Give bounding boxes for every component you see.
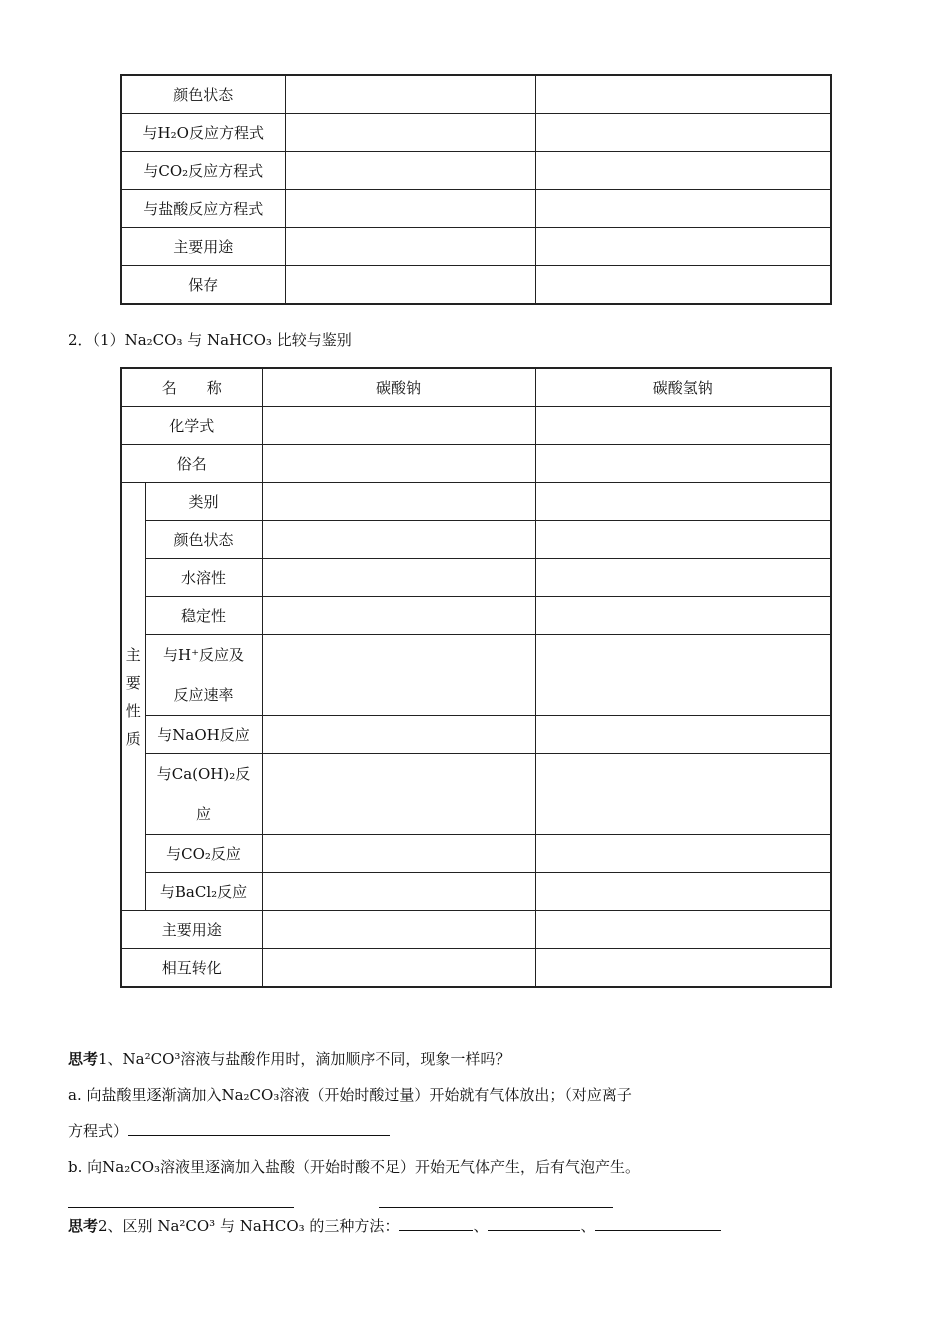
table-row: [121, 559, 831, 597]
property-label: [145, 635, 262, 716]
table-row: [121, 835, 831, 873]
think-2-label: 思考: [68, 1217, 99, 1235]
answer-cell[interactable]: [535, 873, 831, 911]
answer-cell[interactable]: [535, 190, 831, 228]
row-label: 化学式: [121, 407, 262, 445]
think-1-text: 1、Na²CO³溶液与盐酸作用时，滴加顺序不同，现象一样吗？: [98, 1050, 511, 1068]
answer-cell[interactable]: [262, 835, 535, 873]
table-2: [120, 367, 832, 988]
answer-cell[interactable]: [535, 754, 831, 835]
header-name: 名 称: [121, 368, 262, 407]
answer-cell[interactable]: [535, 716, 831, 754]
answer-cell[interactable]: [535, 835, 831, 873]
table-row: [121, 114, 831, 152]
answer-blank-b2[interactable]: [379, 1207, 613, 1208]
think-1-a-line1: a. 向盐酸里逐渐滴加入Na₂CO₃溶液（开始时酸过量）开始就有气体放出；（对应离子: [68, 1086, 632, 1104]
table-row: [121, 597, 831, 635]
answer-cell[interactable]: [535, 445, 831, 483]
section-2-heading: 2．（1）Na₂CO₃ 与 NaHCO₃ 比较与鉴别: [68, 331, 352, 349]
answer-cell[interactable]: [535, 266, 831, 305]
property-label: 水溶性: [145, 559, 262, 597]
row-label: 与盐酸反应方程式: [121, 190, 285, 228]
answer-cell[interactable]: [535, 152, 831, 190]
table-row: [121, 407, 831, 445]
answer-cell[interactable]: [285, 266, 535, 305]
answer-cell[interactable]: [535, 635, 831, 716]
table-row: [121, 521, 831, 559]
row-label: 保存: [121, 266, 285, 305]
table-row: [121, 266, 831, 305]
answer-cell[interactable]: [535, 521, 831, 559]
think-1: [68, 1048, 510, 1069]
answer-cell[interactable]: [262, 483, 535, 521]
answer-cell[interactable]: [535, 483, 831, 521]
table-row: [121, 635, 831, 716]
property-label: 与NaOH反应: [145, 716, 262, 754]
row-label: 主要用途: [121, 911, 262, 949]
answer-cell[interactable]: [535, 228, 831, 266]
answer-cell[interactable]: [262, 559, 535, 597]
property-label: 稳定性: [145, 597, 262, 635]
answer-cell[interactable]: [535, 114, 831, 152]
property-label-line2: 应: [196, 805, 212, 823]
table-row: [121, 75, 831, 114]
method-blank-3[interactable]: [595, 1216, 721, 1231]
table-row: [121, 949, 831, 988]
row-label: 与H₂O反应方程式: [121, 114, 285, 152]
answer-cell[interactable]: [285, 75, 535, 114]
row-label: 俗名: [121, 445, 262, 483]
property-label-line1: 与H⁺反应及: [163, 646, 244, 664]
separator-1: 、: [473, 1217, 489, 1235]
answer-cell[interactable]: [262, 873, 535, 911]
think-2: [68, 1215, 721, 1236]
answer-cell[interactable]: [262, 754, 535, 835]
answer-cell[interactable]: [262, 407, 535, 445]
answer-cell[interactable]: [285, 190, 535, 228]
think-1-label: 思考: [68, 1050, 99, 1068]
think-2-text: 2、区别 Na²CO³ 与 NaHCO₃ 的三种方法：: [98, 1217, 400, 1235]
think-1-a-line2: [68, 1120, 390, 1141]
group-label-main-properties: [121, 483, 145, 911]
row-label: 主要用途: [121, 228, 285, 266]
think-1-a-line2-text: 方程式）: [68, 1122, 129, 1140]
table-row: [121, 754, 831, 835]
answer-cell[interactable]: [262, 949, 535, 988]
property-label: 与CO₂反应: [145, 835, 262, 873]
table-row: [121, 911, 831, 949]
table-row: [121, 368, 831, 407]
row-label: 与CO₂反应方程式: [121, 152, 285, 190]
answer-cell[interactable]: [262, 597, 535, 635]
property-label: 类别: [145, 483, 262, 521]
property-label-line2: 反应速率: [173, 686, 234, 704]
table-row: [121, 873, 831, 911]
table-row: [121, 483, 831, 521]
answer-cell[interactable]: [535, 911, 831, 949]
property-label: 颜色状态: [145, 521, 262, 559]
table-1: [120, 74, 832, 305]
table-row: [121, 716, 831, 754]
answer-cell[interactable]: [285, 114, 535, 152]
answer-cell[interactable]: [285, 228, 535, 266]
think-1-b-line: b. 向Na₂CO₃溶液里逐滴加入盐酸（开始时酸不足）开始无气体产生，后有气泡产生。: [68, 1158, 641, 1176]
answer-blank-b1[interactable]: [68, 1207, 294, 1208]
row-label: 相互转化: [121, 949, 262, 988]
group-label-char: 主: [125, 645, 141, 664]
table-row: [121, 152, 831, 190]
property-label: 与BaCl₂反应: [145, 873, 262, 911]
method-blank-1[interactable]: [399, 1216, 473, 1231]
answer-cell[interactable]: [262, 716, 535, 754]
method-blank-2[interactable]: [488, 1216, 580, 1231]
answer-cell[interactable]: [535, 75, 831, 114]
table-row: [121, 190, 831, 228]
property-label: [145, 754, 262, 835]
group-label-char: 性: [125, 701, 141, 720]
separator-2: 、: [580, 1217, 596, 1235]
property-label-line1: 与Ca(OH)₂反: [156, 765, 251, 783]
answer-cell[interactable]: [262, 445, 535, 483]
answer-blank-a[interactable]: [128, 1121, 390, 1136]
answer-cell[interactable]: [535, 559, 831, 597]
table-row: [121, 228, 831, 266]
row-label: 颜色状态: [121, 75, 285, 114]
answer-cell[interactable]: [535, 949, 831, 988]
header-sodium-bicarbonate: 碳酸氢钠: [535, 368, 831, 407]
group-label-char: 要: [125, 673, 141, 692]
answer-cell[interactable]: [285, 152, 535, 190]
header-sodium-carbonate: 碳酸钠: [262, 368, 535, 407]
answer-cell[interactable]: [262, 521, 535, 559]
answer-cell[interactable]: [535, 407, 831, 445]
answer-cell[interactable]: [535, 597, 831, 635]
group-label-char: 质: [125, 729, 141, 748]
answer-cell[interactable]: [262, 635, 535, 716]
table-row: [121, 445, 831, 483]
answer-cell[interactable]: [262, 911, 535, 949]
